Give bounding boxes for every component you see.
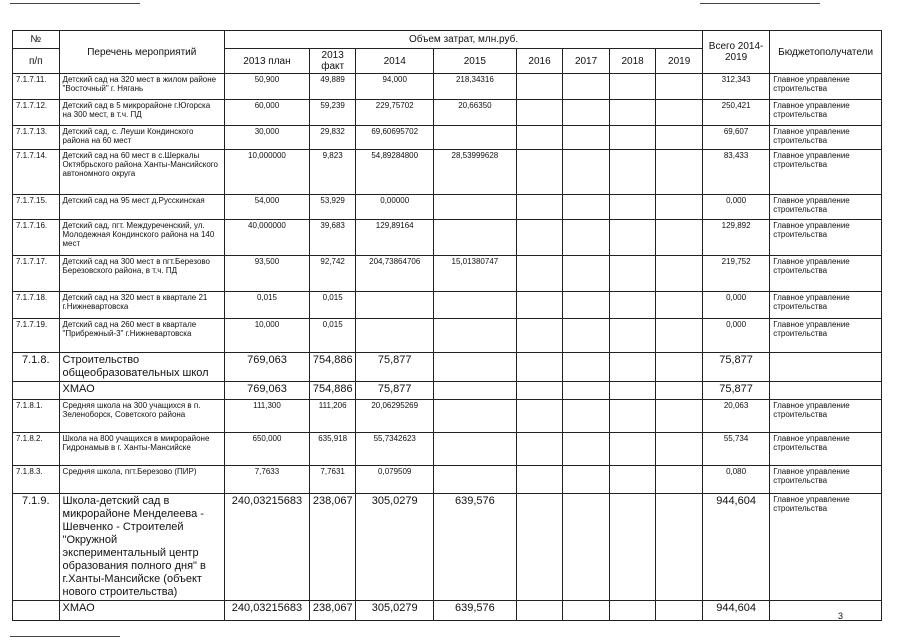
- row-2017: [563, 319, 610, 353]
- section-row: [13, 494, 882, 601]
- subtotal-2016: [516, 601, 563, 621]
- subtotal-label: ХМАО: [59, 601, 225, 621]
- header-cost-group: Объем затрат, млн.руб.: [225, 31, 703, 49]
- header-2019: 2019: [656, 49, 703, 74]
- header-recipients: Бюджетополучатели: [770, 31, 882, 74]
- row-fact-2013: 9,823: [309, 150, 356, 195]
- row-name: Детский сад, пгт. Междуреченский, ул. Молодежная Кондинского района на 140 мест: [59, 220, 225, 256]
- row-2018: [609, 126, 656, 150]
- row-code: 7.1.7.14.: [13, 150, 60, 195]
- row-2014: 229,75702: [356, 100, 434, 126]
- row-2017: [563, 433, 610, 466]
- row-plan-2013: 10,000: [225, 319, 310, 353]
- row-2015: 20,66350: [434, 100, 517, 126]
- row-name: Средняя школа на 300 учащихся в п. Зеленоборск, Советского района: [59, 400, 225, 433]
- row-recipient: Главное управление строительства: [770, 195, 882, 220]
- row-2015: 28,53999628: [434, 150, 517, 195]
- subtotal-code: [13, 382, 60, 400]
- row-fact-2013: 39,683: [309, 220, 356, 256]
- table-row: [13, 256, 882, 292]
- row-plan-2013: 7,7633: [225, 466, 310, 494]
- section-2019: [656, 353, 703, 382]
- row-code: 7.1.7.17.: [13, 256, 60, 292]
- row-plan-2013: 60,000: [225, 100, 310, 126]
- row-2016: [516, 400, 563, 433]
- row-plan-2013: 111,300: [225, 400, 310, 433]
- header-2017: 2017: [563, 49, 610, 74]
- table-row: [13, 195, 882, 220]
- subtotal-total: 944,604: [702, 601, 769, 621]
- row-2018: [609, 256, 656, 292]
- row-2014: 129,89164: [356, 220, 434, 256]
- row-2017: [563, 466, 610, 494]
- section-name: Строительство общеобразовательных школ: [59, 353, 225, 382]
- row-2016: [516, 195, 563, 220]
- row-2018: [609, 220, 656, 256]
- subtotal-plan-2013: 769,063: [225, 382, 310, 400]
- section-2017: [563, 353, 610, 382]
- row-recipient: Главное управление строительства: [770, 150, 882, 195]
- section-2018: [609, 353, 656, 382]
- row-name: Детский сад на 320 мест в квартале 21 г.Нижневартовска: [59, 292, 225, 319]
- subtotal-2015: [434, 382, 517, 400]
- row-fact-2013: 29,832: [309, 126, 356, 150]
- row-2018: [609, 433, 656, 466]
- row-total: 0,000: [702, 319, 769, 353]
- row-2015: [434, 433, 517, 466]
- row-total: 250,421: [702, 100, 769, 126]
- row-2019: [656, 74, 703, 100]
- row-total: 312,343: [702, 74, 769, 100]
- bottom-scan-line: [10, 636, 120, 637]
- row-total: 20,063: [702, 400, 769, 433]
- row-2015: [434, 400, 517, 433]
- row-fact-2013: 0,015: [309, 319, 356, 353]
- section-total: 944,604: [702, 494, 769, 601]
- section-2015: 639,576: [434, 494, 517, 601]
- row-2018: [609, 100, 656, 126]
- row-fact-2013: 111,206: [309, 400, 356, 433]
- subtotal-code: [13, 601, 60, 621]
- row-plan-2013: 50,900: [225, 74, 310, 100]
- table-row: [13, 433, 882, 466]
- section-name: Школа-детский сад в микрорайоне Менделеева - Шевченко - Строителей "Окружной экспериментальный центр образования полного дня" в г.Ханты-Мансийске (объект нового строительства): [59, 494, 225, 601]
- header-2018: 2018: [609, 49, 656, 74]
- row-name: Детский сад на 300 мест в пгт.Березово Березовского района, в т.ч. ПД: [59, 256, 225, 292]
- row-fact-2013: 53,929: [309, 195, 356, 220]
- row-name: Детский сад на 95 мест д.Русскинская: [59, 195, 225, 220]
- row-2018: [609, 195, 656, 220]
- subtotal-2018: [609, 601, 656, 621]
- row-recipient: Главное управление строительства: [770, 100, 882, 126]
- row-2016: [516, 126, 563, 150]
- table-row: [13, 319, 882, 353]
- subtotal-label: ХМАО: [59, 382, 225, 400]
- row-name: Средняя школа, пгт.Березово (ПИР): [59, 466, 225, 494]
- row-2014: 20,06295269: [356, 400, 434, 433]
- row-2017: [563, 126, 610, 150]
- subtotal-2016: [516, 382, 563, 400]
- section-fact-2013: 238,067: [309, 494, 356, 601]
- row-2019: [656, 400, 703, 433]
- section-2019: [656, 494, 703, 601]
- row-code: 7.1.8.3.: [13, 466, 60, 494]
- table-row: [13, 466, 882, 494]
- subtotal-2014: 305,0279: [356, 601, 434, 621]
- row-2019: [656, 466, 703, 494]
- header-number: №: [13, 31, 60, 49]
- row-2017: [563, 400, 610, 433]
- row-recipient: Главное управление строительства: [770, 319, 882, 353]
- row-name: Детский сад на 60 мест в с.Шеркалы Октябрьского района Ханты-Мансийского автономного округа: [59, 150, 225, 195]
- row-recipient: Главное управление строительства: [770, 466, 882, 494]
- row-2015: [434, 292, 517, 319]
- row-fact-2013: 59,239: [309, 100, 356, 126]
- row-total: 0,000: [702, 195, 769, 220]
- row-2016: [516, 319, 563, 353]
- header-2015: 2015: [434, 49, 517, 74]
- row-2018: [609, 319, 656, 353]
- header-2016: 2016: [516, 49, 563, 74]
- row-2016: [516, 220, 563, 256]
- row-2016: [516, 150, 563, 195]
- table-row: [13, 292, 882, 319]
- row-2015: [434, 195, 517, 220]
- table-row: [13, 100, 882, 126]
- table-row: [13, 74, 882, 100]
- section-2016: [516, 353, 563, 382]
- row-name: Школа на 800 учащихся в микрорайоне Гидронамыв в г. Ханты-Мансийске: [59, 433, 225, 466]
- row-2018: [609, 466, 656, 494]
- row-2015: [434, 466, 517, 494]
- row-2018: [609, 292, 656, 319]
- row-2017: [563, 220, 610, 256]
- section-plan-2013: 240,03215683: [225, 494, 310, 601]
- header-2013-plan: 2013 план: [225, 49, 310, 74]
- row-code: 7.1.7.15.: [13, 195, 60, 220]
- row-2014: 0,00000: [356, 195, 434, 220]
- row-2019: [656, 220, 703, 256]
- subtotal-recipient: [770, 601, 882, 621]
- row-plan-2013: 0,015: [225, 292, 310, 319]
- row-2019: [656, 256, 703, 292]
- row-2015: 218,34316: [434, 74, 517, 100]
- subtotal-plan-2013: 240,03215683: [225, 601, 310, 621]
- row-2019: [656, 126, 703, 150]
- row-fact-2013: 0,015: [309, 292, 356, 319]
- section-code: 7.1.9.: [13, 494, 60, 601]
- header-measures: Перечень мероприятий: [59, 31, 225, 74]
- section-2014: 75,877: [356, 353, 434, 382]
- section-2017: [563, 494, 610, 601]
- row-2019: [656, 195, 703, 220]
- top-scan-line-right: [700, 3, 820, 4]
- row-2016: [516, 74, 563, 100]
- subtotal-2017: [563, 601, 610, 621]
- subtotal-2015: 639,576: [434, 601, 517, 621]
- header-2013-fact: 2013 факт: [309, 49, 356, 74]
- row-plan-2013: 30,000: [225, 126, 310, 150]
- row-code: 7.1.7.19.: [13, 319, 60, 353]
- row-code: 7.1.7.12.: [13, 100, 60, 126]
- section-2014: 305,0279: [356, 494, 434, 601]
- header-total: Всего 2014-2019: [702, 31, 769, 74]
- row-code: 7.1.8.1.: [13, 400, 60, 433]
- row-fact-2013: 92,742: [309, 256, 356, 292]
- subtotal-2018: [609, 382, 656, 400]
- row-2016: [516, 466, 563, 494]
- section-recipient: Главное управление строительства: [770, 494, 882, 601]
- row-fact-2013: 635,918: [309, 433, 356, 466]
- row-total: 0,000: [702, 292, 769, 319]
- row-2016: [516, 292, 563, 319]
- row-2014: 94,000: [356, 74, 434, 100]
- row-total: 55,734: [702, 433, 769, 466]
- row-2019: [656, 292, 703, 319]
- row-total: 83,433: [702, 150, 769, 195]
- row-fact-2013: 49,889: [309, 74, 356, 100]
- subtotal-fact-2013: 238,067: [309, 601, 356, 621]
- row-recipient: Главное управление строительства: [770, 74, 882, 100]
- row-2017: [563, 150, 610, 195]
- row-recipient: Главное управление строительства: [770, 126, 882, 150]
- row-2017: [563, 256, 610, 292]
- section-total: 75,877: [702, 353, 769, 382]
- row-2015: [434, 220, 517, 256]
- subtotal-2017: [563, 382, 610, 400]
- header-number-sub: п/п: [13, 49, 60, 74]
- row-plan-2013: 93,500: [225, 256, 310, 292]
- row-code: 7.1.7.11.: [13, 74, 60, 100]
- row-2016: [516, 433, 563, 466]
- row-2017: [563, 100, 610, 126]
- row-plan-2013: 10,000000: [225, 150, 310, 195]
- row-total: 129,892: [702, 220, 769, 256]
- row-name: Детский сад, с. Леуши Кондинского района на 60 мест: [59, 126, 225, 150]
- row-2016: [516, 256, 563, 292]
- section-2016: [516, 494, 563, 601]
- row-2014: 204,73864706: [356, 256, 434, 292]
- row-2014: [356, 292, 434, 319]
- section-plan-2013: 769,063: [225, 353, 310, 382]
- table-row: [13, 400, 882, 433]
- row-2017: [563, 74, 610, 100]
- table-row: [13, 220, 882, 256]
- row-name: Детский сад на 260 мест в квартале "Прибрежный-3" г.Нижневартовска: [59, 319, 225, 353]
- row-total: 219,752: [702, 256, 769, 292]
- row-code: 7.1.7.18.: [13, 292, 60, 319]
- table-row: [13, 126, 882, 150]
- subtotal-2019: [656, 382, 703, 400]
- row-fact-2013: 7,7631: [309, 466, 356, 494]
- row-2017: [563, 292, 610, 319]
- expenditure-table: [12, 30, 882, 621]
- row-2014: 54,89284800: [356, 150, 434, 195]
- row-2017: [563, 195, 610, 220]
- section-code: 7.1.8.: [13, 353, 60, 382]
- subtotal-recipient: [770, 382, 882, 400]
- row-2018: [609, 74, 656, 100]
- row-plan-2013: 54,000: [225, 195, 310, 220]
- row-plan-2013: 40,000000: [225, 220, 310, 256]
- row-2019: [656, 150, 703, 195]
- table-row: [13, 150, 882, 195]
- row-recipient: Главное управление строительства: [770, 433, 882, 466]
- row-2014: [356, 319, 434, 353]
- row-2016: [516, 100, 563, 126]
- row-2014: 69,60695702: [356, 126, 434, 150]
- row-2015: [434, 126, 517, 150]
- header-2014: 2014: [356, 49, 434, 74]
- subtotal-2014: 75,877: [356, 382, 434, 400]
- row-total: 0,080: [702, 466, 769, 494]
- row-plan-2013: 650,000: [225, 433, 310, 466]
- page-number: 3: [837, 611, 843, 621]
- row-recipient: Главное управление строительства: [770, 220, 882, 256]
- section-fact-2013: 754,886: [309, 353, 356, 382]
- row-code: 7.1.7.16.: [13, 220, 60, 256]
- row-recipient: Главное управление строительства: [770, 292, 882, 319]
- subtotal-row: [13, 601, 882, 621]
- row-2015: 15,01380747: [434, 256, 517, 292]
- row-2019: [656, 100, 703, 126]
- row-recipient: Главное управление строительства: [770, 256, 882, 292]
- row-code: 7.1.8.2.: [13, 433, 60, 466]
- subtotal-2019: [656, 601, 703, 621]
- subtotal-row: [13, 382, 882, 400]
- row-recipient: Главное управление строительства: [770, 400, 882, 433]
- section-2018: [609, 494, 656, 601]
- row-name: Детский сад на 320 мест в жилом районе "Восточный" г. Нягань: [59, 74, 225, 100]
- row-code: 7.1.7.13.: [13, 126, 60, 150]
- row-2019: [656, 433, 703, 466]
- row-2015: [434, 319, 517, 353]
- row-total: 69,607: [702, 126, 769, 150]
- row-2018: [609, 150, 656, 195]
- section-recipient: [770, 353, 882, 382]
- row-2019: [656, 319, 703, 353]
- row-name: Детский сад в 5 микрорайоне г.Югорска на 300 мест, в т.ч. ПД: [59, 100, 225, 126]
- row-2014: 0,079509: [356, 466, 434, 494]
- row-2014: 55,7342623: [356, 433, 434, 466]
- subtotal-total: 75,877: [702, 382, 769, 400]
- top-scan-line-left: [10, 3, 140, 4]
- subtotal-fact-2013: 754,886: [309, 382, 356, 400]
- section-row: [13, 353, 882, 382]
- row-2018: [609, 400, 656, 433]
- section-2015: [434, 353, 517, 382]
